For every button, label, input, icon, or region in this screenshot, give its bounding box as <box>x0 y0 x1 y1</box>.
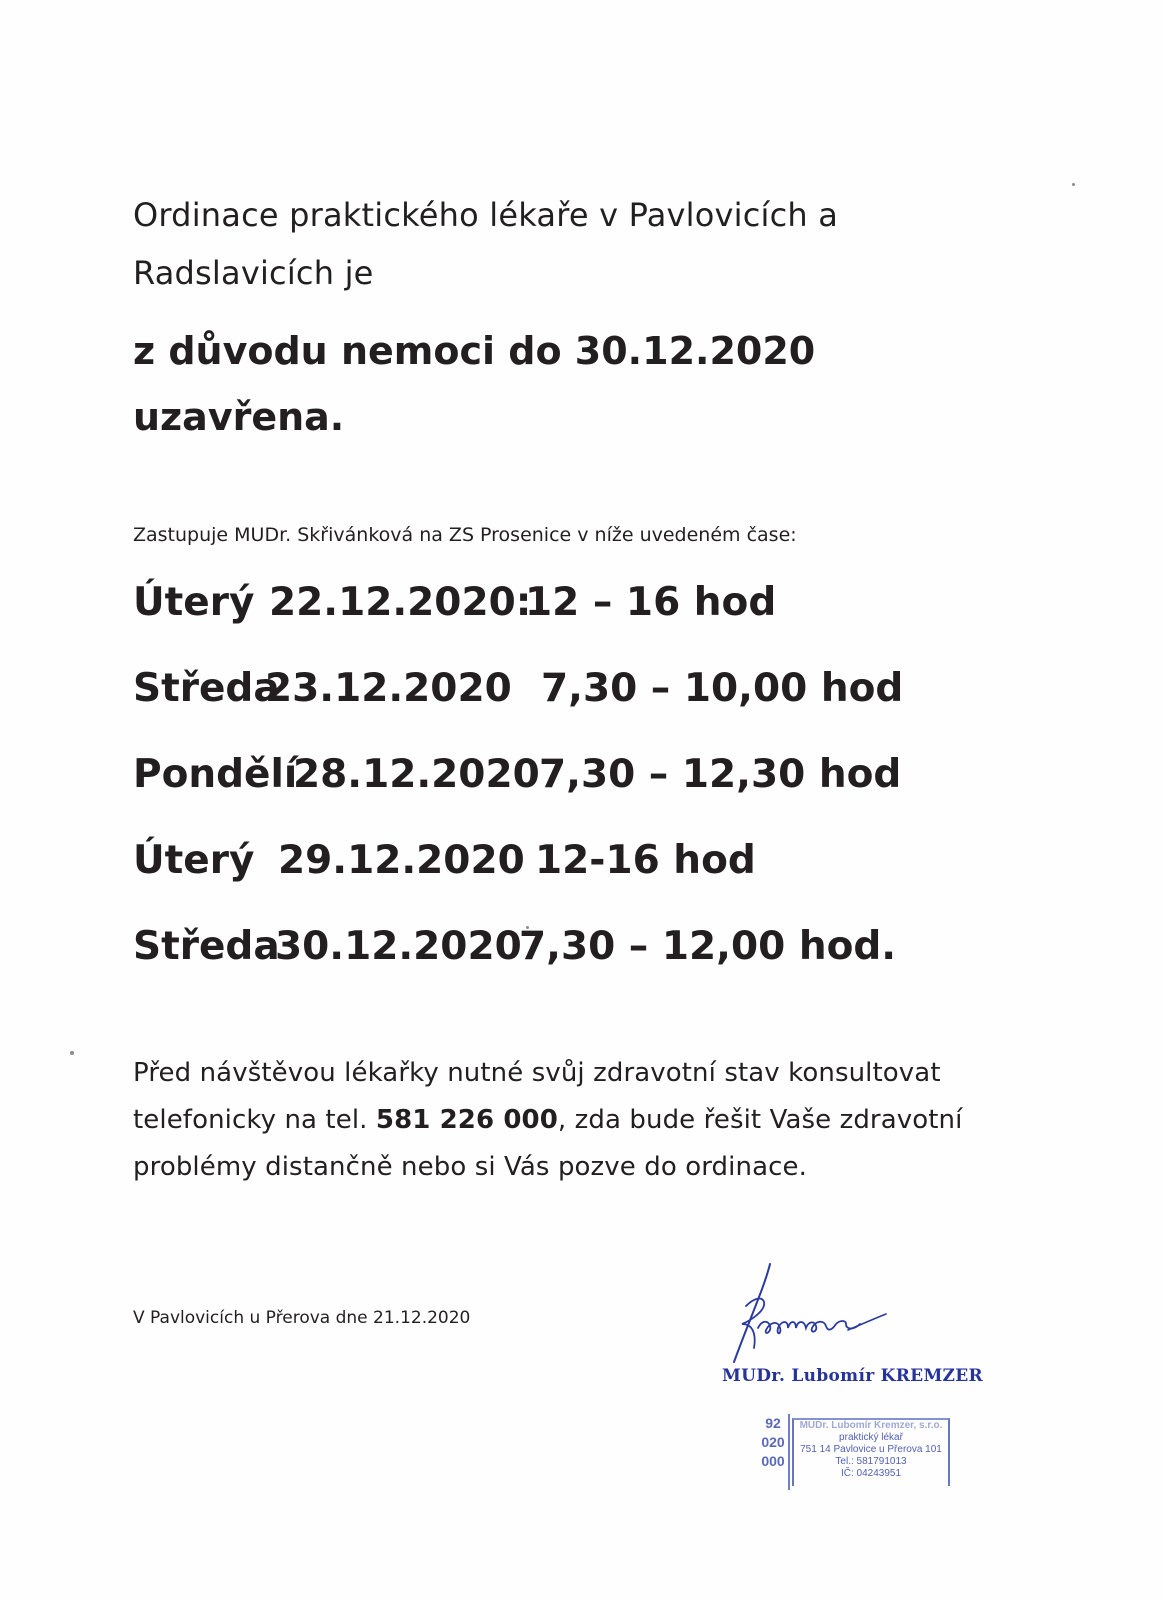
schedule-row <box>133 914 1033 1000</box>
scan-speck <box>1072 183 1075 186</box>
notice-line: Před návštěvou lékařky nutné svůj zdravotní stav konsultovat <box>133 1058 941 1088</box>
schedule-row <box>133 742 1033 828</box>
schedule-hours: 7,30 – 10,00 hod <box>541 666 904 711</box>
stamp-address-box <box>792 1418 950 1486</box>
notice-text: telefonicky na tel. <box>133 1105 376 1135</box>
stamp-line: praktický lékař <box>839 1432 903 1443</box>
schedule-day: Úterý <box>133 838 255 883</box>
stamp-number: 020 <box>761 1434 785 1450</box>
schedule-day: Středa <box>133 666 280 711</box>
schedule-day: Pondělí <box>133 752 298 797</box>
stamp-line: IČ: 04243951 <box>840 1468 902 1479</box>
closure-line: uzavřena. <box>133 395 345 439</box>
schedule-row <box>133 656 1033 742</box>
intro-text <box>133 186 1033 302</box>
schedule-hours: 12 – 16 hod <box>525 580 777 625</box>
schedule-date: 22.12.2020: <box>269 580 532 625</box>
schedule-hours: 7,30 – 12,00 hod. <box>519 924 897 969</box>
schedule-row <box>133 570 1033 656</box>
stamp-line: 751 14 Pavlovice u Přerova 101 <box>800 1444 942 1455</box>
stamp-line: MUDr. Lubomír Kremzer, s.r.o. <box>799 1420 943 1431</box>
stamp-number-column <box>758 1414 790 1490</box>
consultation-notice <box>133 1050 1033 1191</box>
schedule-date: 23.12.2020 <box>265 666 512 711</box>
doctor-name-stamp: MUDr. Lubomír KREMZER <box>722 1366 983 1386</box>
closure-line: z důvodu nemoci do 30.12.2020 <box>133 329 816 373</box>
stamp-number: 92 <box>765 1415 781 1431</box>
schedule-date: 29.12.2020 <box>278 838 525 883</box>
schedule-date: 30.12.2020 <box>275 924 522 969</box>
notice-line: problémy distančně nebo si Vás pozve do ordinace. <box>133 1152 807 1182</box>
schedule-day: Středa <box>133 924 280 969</box>
schedule-date: 28.12.2020 <box>293 752 540 797</box>
stamp-line: Tel.: 581791013 <box>835 1456 907 1467</box>
schedule-list <box>133 570 1033 1000</box>
substitute-note: Zastupuje MUDr. Skřivánková na ZS Prosenice v níže uvedeném čase: <box>133 524 797 546</box>
schedule-row <box>133 828 1033 914</box>
scan-speck <box>70 1051 74 1055</box>
phone-number: 581 226 000 <box>375 1105 558 1135</box>
intro-line: Radslavicích je <box>133 254 374 292</box>
stamp-number: 000 <box>761 1453 785 1469</box>
notice-text: , zda bude řešit Vaše zdravotní <box>557 1105 963 1135</box>
intro-line: Ordinace praktického lékaře v Pavlovicích a <box>133 196 839 234</box>
place-and-date: V Pavlovicích u Přerova dne 21.12.2020 <box>133 1308 471 1328</box>
practice-stamp <box>758 1414 948 1490</box>
schedule-hours: 7,30 – 12,30 hod <box>539 752 902 797</box>
closure-heading <box>133 318 1033 450</box>
schedule-hours: 12-16 hod <box>535 838 756 883</box>
schedule-day: Úterý <box>133 580 255 625</box>
handwritten-signature <box>720 1258 900 1368</box>
notice-line <box>133 1097 1033 1144</box>
